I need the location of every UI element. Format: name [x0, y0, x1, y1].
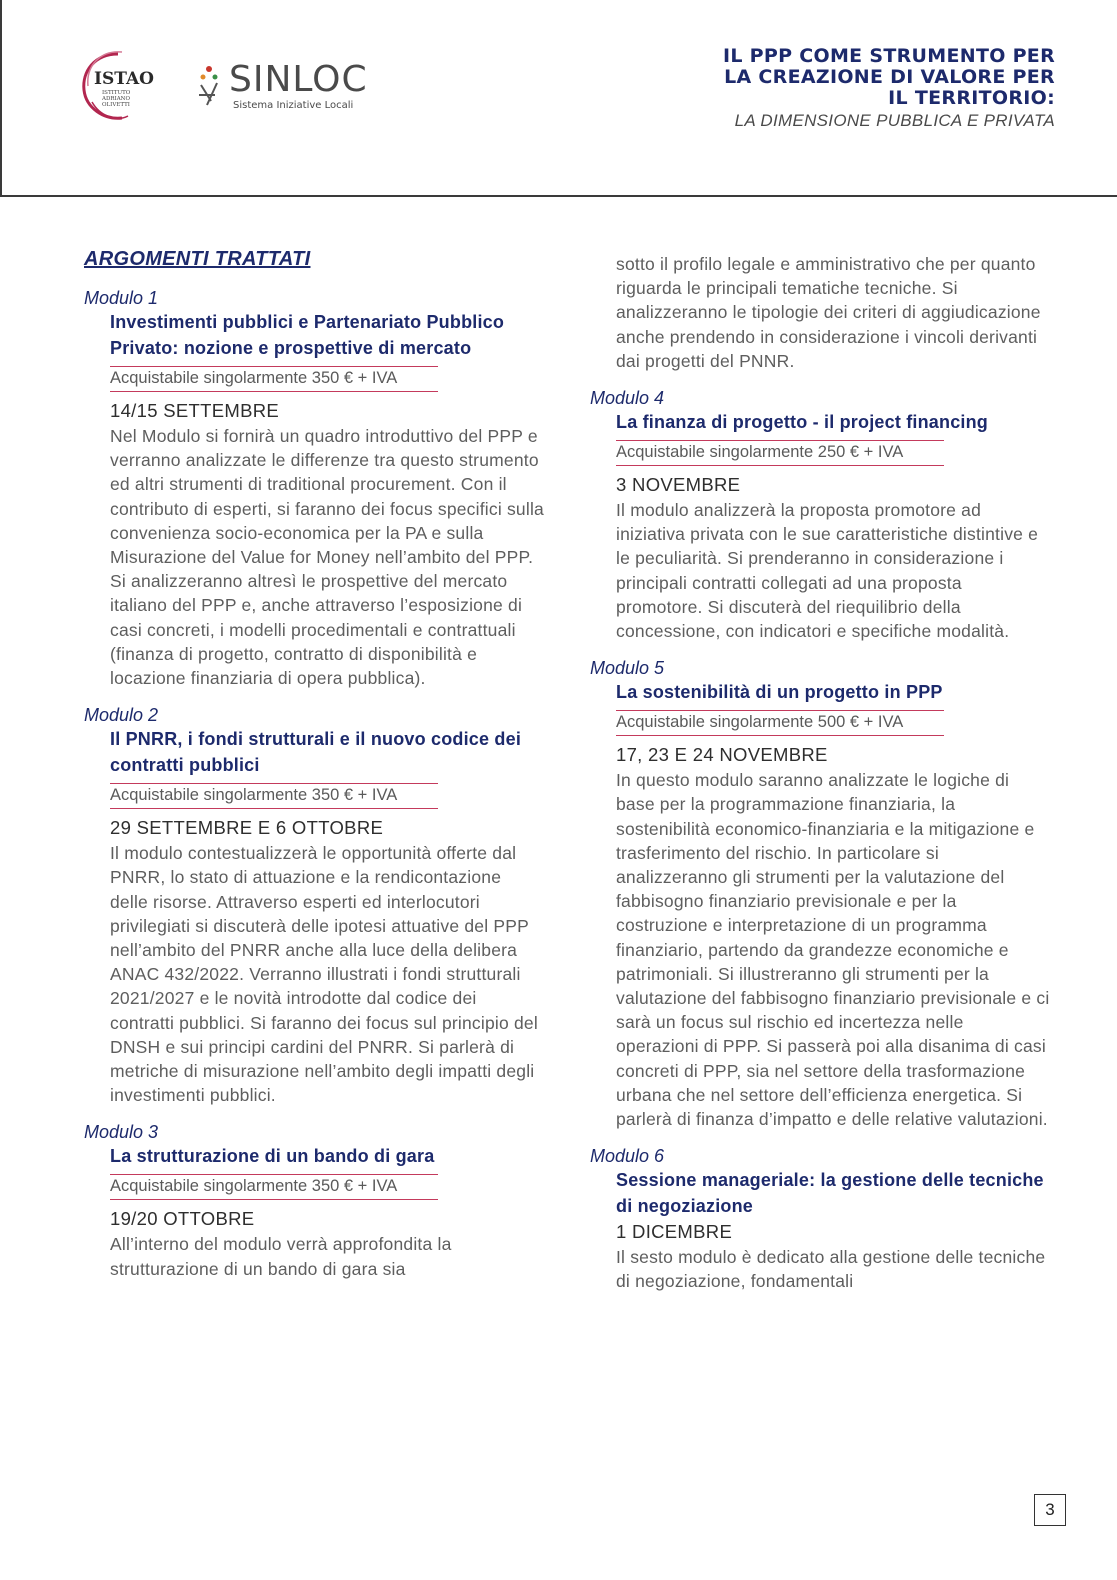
svg-text:SINLOC: SINLOC: [229, 59, 368, 100]
module-title: La sostenibilità di un progetto in PPP: [616, 682, 943, 703]
module-description: Il modulo analizzerà la proposta promotore ad iniziativa privata con le sue caratteristiche distintive e le peculiarità. Si prenderanno in considerazione i principali contratti collegati ad una proposta promotore. Si discuterà del riequilibrio della concessione, con indicatori e specifiche modalità.: [616, 500, 1039, 642]
module-3-continued: [590, 252, 1050, 373]
page-header: [0, 0, 1117, 197]
svg-text:ADRIANO: ADRIANO: [102, 96, 130, 102]
module-date: 14/15 SETTEMBRE: [110, 400, 280, 421]
module-description: Il sesto modulo è dedicato alla gestione delle tecniche di negoziazione, fondamentali: [616, 1247, 1046, 1292]
sinloc-logo: [195, 55, 380, 117]
svg-text:ISTITUTO: ISTITUTO: [102, 90, 131, 96]
module-title: Sessione manageriale: la gestione delle tecniche di negoziazione: [616, 1170, 1044, 1217]
module-price: Acquistabile singolarmente 350 € + IVA: [110, 783, 438, 809]
svg-text:OLIVETTI: OLIVETTI: [102, 102, 130, 108]
document-title-block: [535, 46, 1055, 131]
header-divider: [0, 195, 1117, 197]
module-description-continued: sotto il profilo legale e amministrativo che per quanto riguarda le principali tematiche tecniche. Si analizzeranno le tipologie dei criteri di aggiudicazione anche prendendo in considerazione i vincoli derivanti dai progetti del PNNR.: [616, 254, 1041, 371]
module-3: [84, 1121, 544, 1280]
module-label: Modulo 1: [84, 288, 159, 308]
module-label: Modulo 5: [590, 658, 665, 679]
module-label: Modulo 6: [590, 1146, 665, 1167]
module-label: Modulo 2: [84, 705, 159, 726]
module-title: Il PNRR, i fondi strutturali e il nuovo codice dei contratti pubblici: [110, 729, 522, 776]
svg-text:ISTAO: ISTAO: [94, 69, 154, 89]
module-date: 19/20 OTTOBRE: [110, 1208, 255, 1230]
module-price: Acquistabile singolarmente 350 € + IVA: [110, 366, 438, 392]
module-5: [590, 657, 1050, 1131]
module-date: 1 DICEMBRE: [616, 1221, 733, 1243]
module-date: 17, 23 E 24 NOVEMBRE: [616, 744, 828, 766]
module-price: Acquistabile singolarmente 350 € + IVA: [110, 1174, 438, 1200]
module-title: Investimenti pubblici e Partenariato Pubblico Privato: nozione e prospettive di mercato: [110, 312, 505, 358]
page-number: 3: [1034, 1494, 1066, 1526]
module-date: 3 NOVEMBRE: [616, 474, 741, 496]
title-line-2: LA CREAZIONE DI VALORE PER: [724, 66, 1055, 88]
module-price: Acquistabile singolarmente 500 € + IVA: [616, 710, 944, 736]
module-description: All’interno del modulo verrà approfondita la strutturazione di un bando di gara sia: [110, 1234, 452, 1279]
header-left-rule: [0, 0, 2, 197]
right-column: [590, 252, 1050, 1308]
section-title: ARGOMENTI TRATTATI: [84, 248, 311, 270]
title-line-1: IL PPP COME STRUMENTO PER: [722, 45, 1055, 67]
module-6: [590, 1145, 1050, 1293]
module-date: 29 SETTEMBRE E 6 OTTOBRE: [110, 817, 384, 839]
module-description: In questo modulo saranno analizzate le logiche di base per la programmazione finanziaria, la sostenibilità economico-finanziaria e la mitigazione e trasferimento del rischio. In particolare si analizzeranno gli strumenti per la valutazione del fabbisogno finanziario previsionale e per la costruzione e interpretazione di un programma finanziario, partendo da grandezze economiche e patrimoniali. Si illustreranno gli strumenti per la valutazione del fabbisogno finanziario previsionale e ci sarà un focus sul rischio ed incertezza nelle operazioni di PPP. Si passerà poi alla disanima di casi concreti di PPP, sia nel settore della trasformazione urbana che nel settore dell’efficienza energetica. Si parlerà di finanza d’impatto e delle relative valutazioni.: [616, 770, 1050, 1130]
left-column: [84, 248, 544, 1295]
module-title: La finanza di progetto - il project financing: [616, 412, 989, 433]
module-title: La strutturazione di un bando di gara: [110, 1146, 435, 1167]
module-price: Acquistabile singolarmente 250 € + IVA: [616, 440, 944, 466]
module-1: [84, 287, 544, 690]
module-description: Nel Modulo si fornirà un quadro introduttivo del PPP e verranno analizzate le differenze tra questo strumento ed altri strumenti di traditional procurement. Con il contributo di esperti, si faranno dei focus specifici sulla convenienza socio-economica per la PA e sulla Misurazione del Value for Money nell’ambito del PPP. Si analizzeranno altresì le prospettive del mercato italiano del PPP e, anche attraverso l’esposizione di casi concreti, i modelli procedimentali e contrattuali (finanza di progetto, contratto di disponibilità e locazione finanziaria di opera pubblica).: [110, 426, 544, 689]
istao-logo: [78, 50, 160, 122]
document-subtitle: LA DIMENSIONE PUBBLICA E PRIVATA: [734, 111, 1055, 130]
svg-text:Sistema Iniziative Locali: Sistema Iniziative Locali: [233, 100, 354, 111]
module-description: Il modulo contestualizzerà le opportunità offerte dal PNRR, lo stato di attuazione e la rendicontazione delle risorse. Attraverso esperti ed interlocutori privilegiati si discuterà delle ipotesi attuative del PPP nell’ambito del PNRR anche alla luce della delibera ANAC 432/2022. Verranno illustrati i fondi strutturali 2021/2027 e le novità introdotte dal codice dei contratti pubblici. Si faranno dei focus sul principio del DNSH e sui principi cardini del PNRR. Si parlerà di metriche di misurazione nell’ambito degli impatti degli investimenti pubblici.: [110, 843, 538, 1106]
module-label: Modulo 4: [590, 388, 665, 409]
module-4: [590, 387, 1050, 643]
title-line-3: IL TERRITORIO:: [888, 87, 1055, 109]
module-2: [84, 704, 544, 1107]
module-label: Modulo 3: [84, 1122, 159, 1143]
